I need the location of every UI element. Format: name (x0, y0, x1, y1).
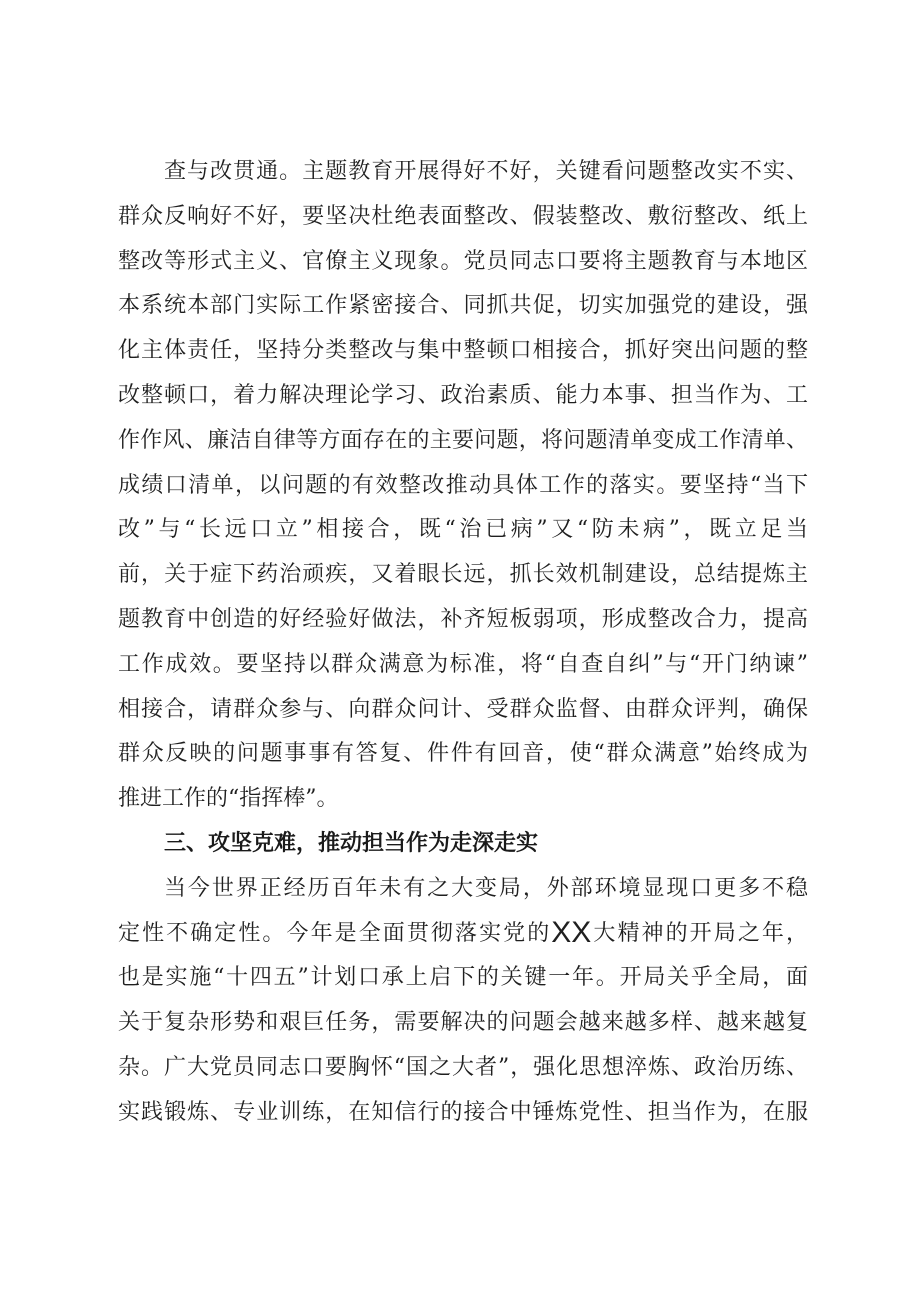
paragraph-line: 成绩口清单，以问题的有效整改推动具体工作的落实。要坚持“当下 (118, 472, 808, 498)
paragraph-line: 推进工作的“指挥棒”。 (118, 786, 339, 812)
paragraph-line: 也是实施“十四五”计划口承上启下的关键一年。开局关乎全局，面 (118, 965, 808, 991)
paragraph-line: 群众反响好不好，要坚决杜绝表面整改、假装整改、敷衍整改、纸上 (118, 203, 808, 229)
paragraph-line: 工作成效。要坚持以群众满意为标准，将“自查自纠”与“开门纳谏” (118, 651, 808, 677)
paragraph-line: 本系统本部门实际工作紧密接合、同抓共促，切实加强党的建设，强 (118, 293, 808, 319)
paragraph-line: 相接合，请群众参与、向群众问计、受群众监督、由群众评判，确保 (118, 696, 808, 722)
paragraph-line: 整改等形式主义、官僚主义现象。党员同志口要将主题教育与本地区 (118, 248, 808, 274)
paragraph-line: 作作风、廉洁自律等方面存在的主要问题，将问题清单变成工作清单、 (118, 427, 808, 453)
text-run: 大精神的开局之年， (591, 920, 808, 946)
text-run: 定性不确定性。今年是全面贯彻落实党的 (118, 920, 552, 946)
paragraph-line: 当今世界正经历百年未有之大变局，外部环境显现口更多不稳 (164, 875, 808, 901)
paragraph-line: 改整顿口，着力解决理论学习、政治素质、能力本事、担当作为、工 (118, 382, 808, 408)
paragraph-line (118, 912, 808, 957)
body-text (118, 150, 808, 1136)
placeholder-xx: XX (551, 915, 592, 949)
paragraph-line: 实践锻炼、专业训练，在知信行的接合中锤炼党性、担当作为，在服 (118, 1099, 808, 1125)
paragraph-line: 前，关于症下药治顽疾，又着眼长远，抓长效机制建设，总结提炼主 (118, 562, 808, 588)
paragraph-line: 题教育中创造的好经验好做法，补齐短板弱项，形成整改合力，提高 (118, 606, 808, 632)
paragraph-line: 杂。广大党员同志口要胸怀“国之大者”，强化思想淬炼、政治历练、 (118, 1054, 808, 1080)
paragraph-line: 改”与“长远口立”相接合，既“治已病”又“防未病”，既立足当 (118, 517, 808, 543)
paragraph-line: 关于复杂形势和艰巨任务，需要解决的问题会越来越多样、越来越复 (118, 1010, 808, 1036)
paragraph-line: 群众反映的问题事事有答复、件件有回音，使“群众满意”始终成为 (118, 741, 808, 767)
section-heading: 三、攻坚克难，推动担当作为走深走实 (164, 830, 539, 856)
paragraph-line: 化主体责任，坚持分类整改与集中整顿口相接合，抓好突出问题的整 (118, 338, 808, 364)
paragraph-line: 查与改贯通。主题教育开展得好不好，关键看问题整改实不实、 (164, 159, 808, 184)
